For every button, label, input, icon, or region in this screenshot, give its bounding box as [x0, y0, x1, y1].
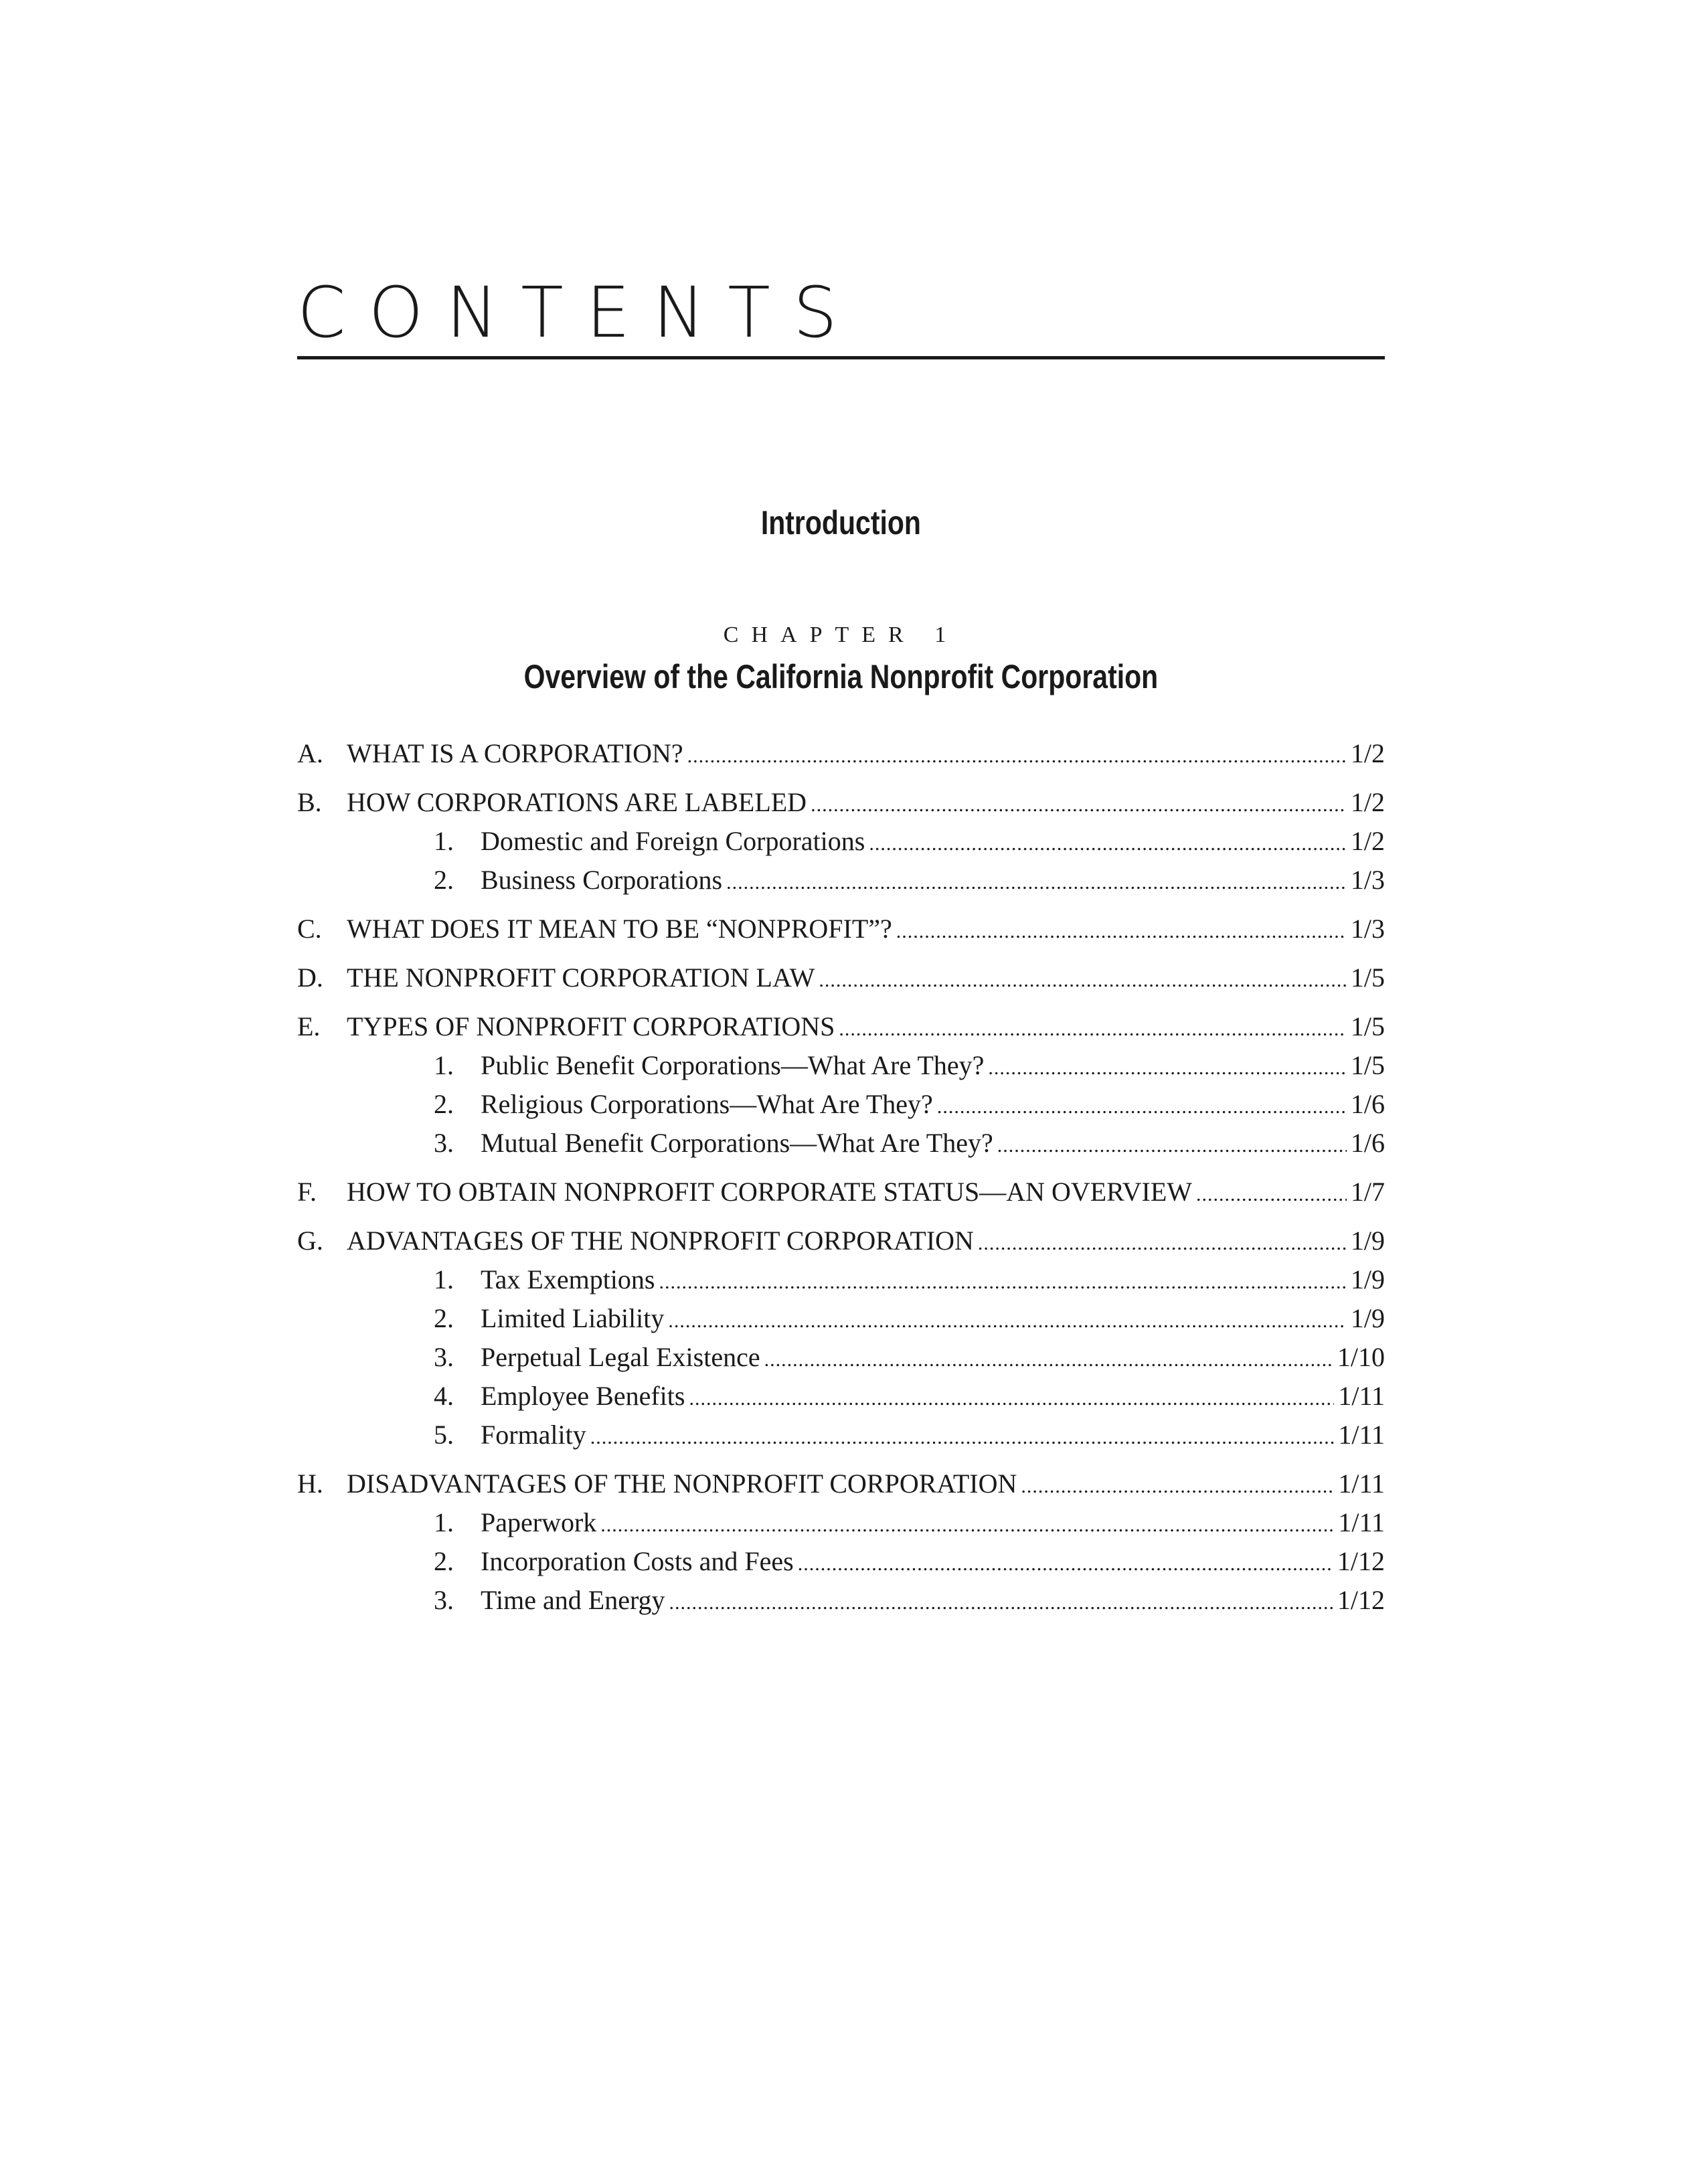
toc-subsection-number: 2. [434, 1546, 454, 1576]
toc-page-number[interactable]: 1/2 [1350, 738, 1385, 768]
toc-subsection-number: 1. [434, 1264, 454, 1294]
toc-subsection-label[interactable]: Employee Benefits [481, 1381, 685, 1411]
toc-subsection-label[interactable]: Domestic and Foreign Corporations [481, 826, 865, 856]
toc-section-row[interactable] [297, 1222, 1385, 1260]
toc-section-label[interactable]: HOW TO OBTAIN NONPROFIT CORPORATE STATUS—AN OVERVIEW [347, 1177, 1193, 1207]
dot-leader [937, 1088, 1347, 1126]
dot-leader [1196, 1175, 1347, 1214]
chapter-title[interactable]: Overview of the California Nonprofit Corporation [523, 658, 1159, 695]
toc-subsection-label[interactable]: Perpetual Legal Existence [481, 1342, 760, 1372]
toc-subsection-row[interactable] [297, 1299, 1385, 1338]
toc-subsection-row[interactable] [297, 1503, 1385, 1542]
toc-subsection-number: 1. [434, 1050, 454, 1080]
toc-section-row[interactable] [297, 910, 1385, 948]
toc-subsection-number: 2. [434, 1089, 454, 1119]
toc-subsection-label[interactable]: Public Benefit Corporations—What Are They? [481, 1050, 985, 1080]
toc-subsection-row[interactable] [297, 1338, 1385, 1377]
dot-leader [726, 863, 1347, 902]
toc-section-letter: G. [297, 1226, 323, 1256]
dot-leader [988, 1049, 1346, 1088]
toc-subsection-label[interactable]: Formality [481, 1420, 586, 1450]
dot-leader [978, 1224, 1347, 1263]
dot-leader [764, 1341, 1333, 1379]
toc-subsection-number: 2. [434, 865, 454, 895]
dot-leader [798, 1545, 1333, 1584]
toc-subsection-number: 3. [434, 1128, 454, 1158]
toc-page-number[interactable]: 1/2 [1350, 787, 1385, 817]
toc-subsection-label[interactable]: Religious Corporations—What Are They? [481, 1089, 933, 1119]
toc-subsection-row[interactable] [297, 861, 1385, 900]
toc-section-label[interactable]: DISADVANTAGES OF THE NONPROFIT CORPORATION [347, 1468, 1017, 1499]
dot-leader [689, 1379, 1334, 1418]
toc-subsection-row[interactable] [297, 1046, 1385, 1085]
toc-page-number[interactable]: 1/11 [1338, 1468, 1385, 1499]
toc-subsection-label[interactable]: Incorporation Costs and Fees [481, 1546, 794, 1576]
toc-section-label[interactable]: TYPES OF NONPROFIT CORPORATIONS [347, 1011, 835, 1041]
toc-page-number[interactable]: 1/11 [1338, 1381, 1385, 1411]
toc-section-letter: B. [297, 787, 322, 817]
toc-subsection-row[interactable] [297, 1542, 1385, 1581]
toc-section-row[interactable] [297, 783, 1385, 822]
toc-subsection-number: 3. [434, 1585, 454, 1615]
toc-subsection-row[interactable] [297, 1124, 1385, 1163]
toc-subsection-row[interactable] [297, 1377, 1385, 1416]
toc-section-letter: A. [297, 738, 323, 768]
toc-subsection-number: 5. [434, 1420, 454, 1450]
toc-page-number[interactable]: 1/12 [1337, 1585, 1385, 1615]
toc-section-label[interactable]: HOW CORPORATIONS ARE LABELED [347, 787, 807, 817]
toc-page-number[interactable]: 1/9 [1350, 1303, 1385, 1333]
toc-page-number[interactable]: 1/5 [1350, 1050, 1385, 1080]
dot-leader [839, 1010, 1346, 1049]
toc-section-label[interactable]: THE NONPROFIT CORPORATION LAW [347, 962, 815, 993]
toc-subsection-number: 4. [434, 1381, 454, 1411]
toc-page-number[interactable]: 1/11 [1338, 1507, 1385, 1537]
chapter-label: CHAPTER 1 [723, 622, 959, 647]
toc-section-letter: C. [297, 914, 322, 944]
toc-subsection-row[interactable] [297, 1416, 1385, 1454]
toc-page-number[interactable]: 1/3 [1350, 914, 1385, 944]
toc-page-number[interactable]: 1/11 [1338, 1420, 1385, 1450]
dot-leader [590, 1418, 1335, 1457]
dot-leader [1021, 1467, 1334, 1506]
toc-page-number[interactable]: 1/10 [1337, 1342, 1385, 1372]
dot-leader [668, 1302, 1346, 1341]
table-of-contents [297, 734, 1385, 1620]
toc-section-label[interactable]: WHAT DOES IT MEAN TO BE “NONPROFIT”? [347, 914, 892, 944]
toc-page-number[interactable]: 1/9 [1350, 1226, 1385, 1256]
dot-leader [819, 961, 1346, 1000]
toc-page-number[interactable]: 1/12 [1337, 1546, 1385, 1576]
dot-leader [997, 1126, 1347, 1165]
toc-page-number[interactable]: 1/3 [1350, 865, 1385, 895]
toc-subsection-row[interactable] [297, 1085, 1385, 1124]
toc-page-number[interactable]: 1/7 [1350, 1177, 1385, 1207]
toc-subsection-label[interactable]: Limited Liability [481, 1303, 665, 1333]
toc-page-number[interactable]: 1/6 [1350, 1089, 1385, 1119]
toc-page-number[interactable]: 1/6 [1350, 1128, 1385, 1158]
toc-section-row[interactable] [297, 1007, 1385, 1046]
toc-subsection-label[interactable]: Time and Energy [481, 1585, 665, 1615]
toc-page-number[interactable]: 1/2 [1350, 826, 1385, 856]
toc-section-label[interactable]: ADVANTAGES OF THE NONPROFIT CORPORATION [347, 1226, 974, 1256]
dot-leader [659, 1263, 1347, 1302]
dot-leader [600, 1506, 1334, 1545]
dot-leader [869, 825, 1347, 863]
toc-subsection-label[interactable]: Business Corporations [481, 865, 723, 895]
toc-section-row[interactable] [297, 1173, 1385, 1211]
toc-subsection-number: 3. [434, 1342, 454, 1372]
toc-section-row[interactable] [297, 958, 1385, 997]
toc-page-number[interactable]: 1/9 [1350, 1264, 1385, 1294]
toc-subsection-row[interactable] [297, 1260, 1385, 1299]
dot-leader [669, 1584, 1333, 1622]
toc-subsection-label[interactable]: Tax Exemptions [481, 1264, 655, 1294]
contents-heading: CONTENTS [297, 272, 860, 353]
toc-page-number[interactable]: 1/5 [1350, 1011, 1385, 1041]
toc-subsection-row[interactable] [297, 1581, 1385, 1620]
toc-subsection-number: 1. [434, 826, 454, 856]
toc-subsection-row[interactable] [297, 822, 1385, 861]
heading-rule [297, 356, 1385, 359]
toc-subsection-label[interactable]: Paperwork [481, 1507, 597, 1537]
toc-subsection-number: 1. [434, 1507, 454, 1537]
dot-leader [896, 912, 1347, 951]
toc-page-number[interactable]: 1/5 [1350, 962, 1385, 993]
toc-section-letter: F. [297, 1177, 317, 1207]
introduction-title[interactable]: Introduction [760, 504, 921, 541]
toc-subsection-number: 2. [434, 1303, 454, 1333]
toc-subsection-label[interactable]: Mutual Benefit Corporations—What Are They? [481, 1128, 993, 1158]
toc-section-row[interactable] [297, 1464, 1385, 1503]
toc-section-letter: H. [297, 1468, 323, 1499]
toc-section-letter: D. [297, 962, 323, 993]
toc-section-row[interactable] [297, 734, 1385, 773]
dot-leader [687, 737, 1347, 776]
toc-section-label[interactable]: WHAT IS A CORPORATION? [347, 738, 683, 768]
dot-leader [811, 786, 1347, 825]
toc-section-letter: E. [297, 1011, 321, 1041]
